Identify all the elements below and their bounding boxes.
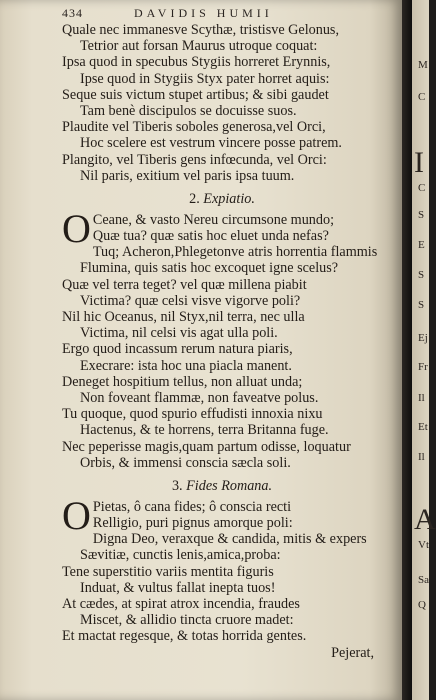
section-first-lines — [62, 492, 382, 538]
edge-letter: I — [414, 146, 424, 179]
verse-line: Tetrior aut forsan Maurus utroque coquat: — [80, 38, 318, 55]
verse-line: Quale nec immanesve Scythæ, tristisve Gelonus, — [62, 22, 339, 38]
verse-line: Et mactat regesque, & totas horrida gentes. — [62, 628, 307, 645]
verse-line: Tuq; Acheron,Phlegetonve atris horrentia flammis — [92, 244, 378, 261]
verse-line: Ipse quod in Stygiis Styx pater horret aquis: — [80, 70, 330, 87]
verse-line: Quæ tua? quæ satis hoc eluet unda nefas? — [92, 228, 329, 245]
page-text — [62, 22, 382, 661]
edge-letter: Il — [418, 392, 425, 404]
page-number: 434 — [62, 6, 83, 20]
verse-line: Deneget hospitium tellus, non alluat unda; — [62, 373, 303, 390]
section-heading — [62, 475, 382, 495]
verse-line: Flumina, quis satis hoc excoquet igne scelus? — [80, 260, 339, 277]
verse-line: Quæ vel terra teget? vel quæ millena piabit — [62, 276, 307, 293]
verse-line: Plaudite vel Tiberis soboles generosa,vel Orci, — [62, 119, 326, 136]
verse-line: Hoc scelere est vestrum vincere posse patrem. — [80, 135, 342, 152]
verse-line: Ceane, & vasto Nereu circumsone mundo; — [92, 211, 335, 228]
verse-line: Digna Deo, veraxque & candida, mitis & expers — [92, 531, 367, 548]
book-gutter — [402, 0, 412, 700]
verse-line: Ergo quod incassum rerum natura piaris, — [62, 341, 293, 358]
edge-letter: Ej — [418, 332, 428, 344]
facing-page-edge — [412, 0, 436, 700]
verse-line: Pietas, ô cana fides; ô conscia recti — [92, 498, 292, 515]
edge-letter: C — [418, 91, 426, 103]
verse-line: Seque suis victum stupet artibus; & sibi gaudet — [62, 86, 329, 103]
edge-letter: S — [418, 269, 425, 281]
verse-line: Non foveant flammæ, non faveatve polus. — [80, 389, 319, 406]
verse-line: Sævitiæ, cunctis lenis,amica,proba: — [80, 547, 281, 564]
drop-cap: O — [62, 492, 91, 538]
verse-line: Tene superstitio variis mentita figuris — [62, 563, 274, 580]
verse-line: Orbis, & immensi conscia sæcla soli. — [80, 454, 291, 471]
verse-line: Nil paris, exitium vel paris ipsa tuum. — [80, 167, 295, 184]
edge-letter: Fr — [418, 361, 428, 373]
verse-line: Ipsa quod in specubus Stygiis horreret Erynnis, — [62, 54, 331, 71]
section-number: 2. — [189, 190, 200, 207]
verse-line: Tam benè discipulos se docuisse suos. — [80, 102, 297, 119]
edge-letter: C — [418, 182, 426, 194]
verse-line: Relligio, puri pignus amorque poli: — [92, 515, 293, 532]
edge-letter: Et — [418, 421, 428, 433]
catchword: Pejerat, — [331, 644, 374, 661]
section-first-lines — [62, 205, 382, 251]
edge-letter: Il — [418, 451, 425, 463]
section-number: 3. — [171, 477, 183, 494]
section-heading — [62, 188, 382, 208]
verse-line: Induat, & vultus fallat inepta tuos! — [80, 579, 276, 596]
verse-line: At cædes, at spirat atrox incendia, fraudes — [62, 596, 300, 612]
verse-line: Victima? quæ celsi visve vigorve poli? — [80, 292, 301, 309]
verse-line: Nec peperisse magis,quam partum odisse, loquatur — [62, 438, 351, 455]
verse-line: Miscet, & allidio tincta cruore madet: — [80, 612, 294, 629]
verse-line: Nil hic Oceanus, nil Styx,nil terra, nec ulla — [62, 309, 305, 325]
edge-letter: S — [418, 299, 425, 311]
edge-letter: E — [418, 239, 425, 251]
edge-letter: Q — [418, 599, 426, 611]
verse-line: Hactenus, & te horrens, terra Britanna fuge. — [80, 422, 329, 439]
drop-cap: O — [62, 205, 91, 251]
running-title: DAVIDIS HUMII — [134, 6, 273, 20]
verse-line: Plangito, vel Tiberis gens infœcunda, vel Orci: — [62, 151, 327, 168]
edge-letter: Vt — [418, 539, 429, 551]
verse-line: Victima, nil celsi vis agat ulla poli. — [80, 325, 278, 342]
verse-line: Tu quoque, quod spurio effudisti innoxia nixu — [62, 406, 323, 423]
edge-letter: S — [418, 209, 425, 221]
edge-letter: M — [418, 59, 428, 71]
section-title: Fides Romana. — [186, 477, 273, 494]
edge-letter: A — [414, 503, 436, 536]
edge-letter: Sa — [418, 574, 429, 586]
section-title: Expiatio. — [203, 190, 255, 207]
verse-line: Execrare: ista hoc una piacla manent. — [80, 357, 292, 374]
